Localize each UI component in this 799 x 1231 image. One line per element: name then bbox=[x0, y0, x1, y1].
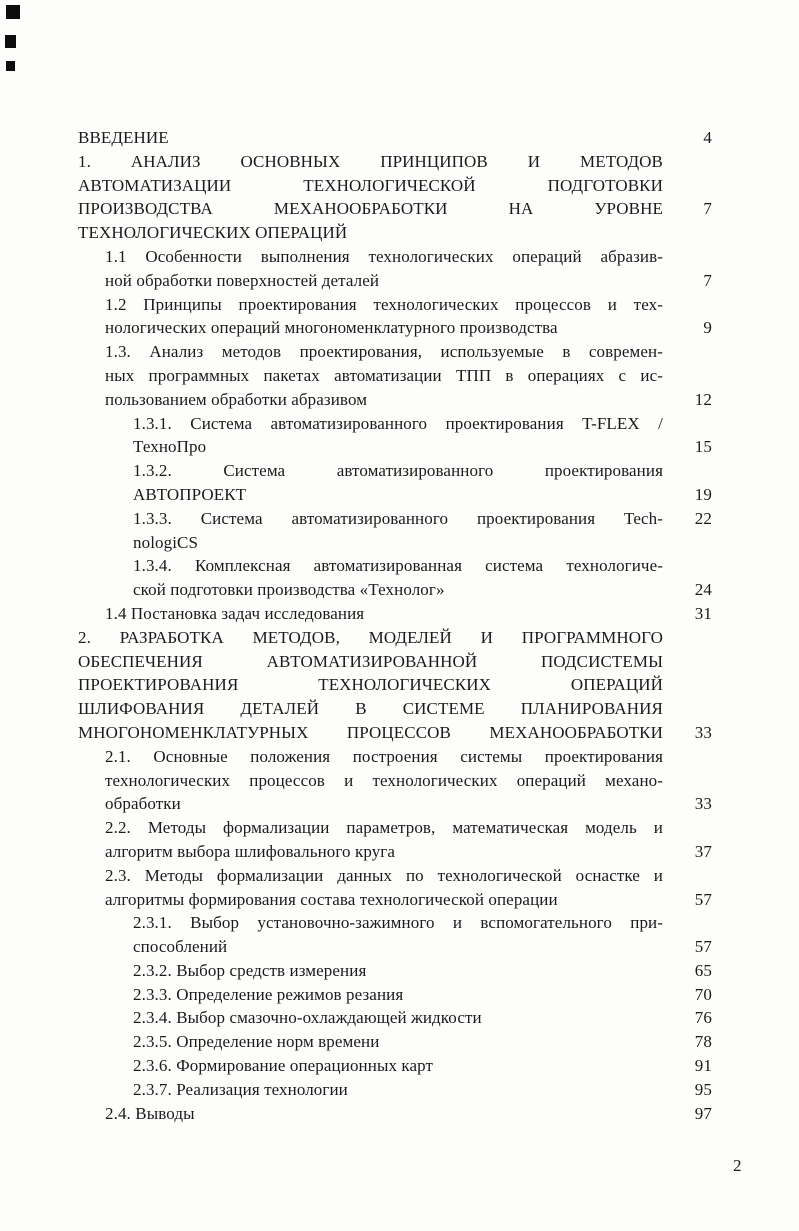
toc-line-text: 1.3.3. Система автоматизированного проектирования Tech- bbox=[133, 508, 663, 528]
scan-artifact-mark bbox=[6, 61, 15, 71]
toc-line-text: 1.3. Анализ методов проектирования, используемые в современ- bbox=[105, 342, 663, 362]
toc-line bbox=[78, 697, 712, 721]
toc-entry-page-number: 57 bbox=[694, 937, 712, 957]
toc-line-text: нологических операций многономенклатурного производства bbox=[105, 318, 558, 338]
toc-entry-page-number: 15 bbox=[694, 437, 712, 457]
page-number: 2 bbox=[733, 1156, 742, 1175]
toc-line-text: ных программных пакетах автоматизации ТПП в операциях с ис- bbox=[105, 365, 663, 385]
toc-line-text: 2.1. Основные положения построения системы проектирования bbox=[105, 746, 663, 766]
toc-line bbox=[78, 531, 712, 555]
toc-line bbox=[78, 221, 712, 245]
scan-artifact-mark bbox=[6, 5, 20, 19]
toc-line-text: АВТОМАТИЗАЦИИ ТЕХНОЛОГИЧЕСКОЙ ПОДГОТОВКИ bbox=[78, 175, 663, 195]
toc-line bbox=[78, 721, 712, 745]
toc-line bbox=[78, 769, 712, 793]
toc-line bbox=[78, 174, 712, 198]
scan-artifact-mark bbox=[5, 35, 16, 48]
toc-line bbox=[78, 1030, 712, 1054]
toc-line bbox=[78, 388, 712, 412]
toc-line-text: 1.1 Особенности выполнения технологических операций абразив- bbox=[105, 246, 663, 266]
toc-line bbox=[78, 816, 712, 840]
toc-line-text: ПРОЕКТИРОВАНИЯ ТЕХНОЛОГИЧЕСКИХ ОПЕРАЦИЙ bbox=[78, 675, 663, 695]
toc-line bbox=[78, 935, 712, 959]
toc-line-text: 2.3.4. Выбор смазочно-охлаждающей жидкости bbox=[133, 1008, 482, 1028]
toc-entry-page-number: 37 bbox=[694, 841, 712, 861]
toc-line-text: 1.4 Постановка задач исследования bbox=[105, 603, 365, 623]
toc-line-text: технологических процессов и технологических операций механо- bbox=[105, 770, 663, 790]
toc-line bbox=[78, 602, 712, 626]
toc-line-text: 2.2. Методы формализации параметров, математическая модель и bbox=[105, 818, 663, 838]
toc-line-text: 2.3.5. Определение норм времени bbox=[133, 1032, 380, 1052]
toc-entry-page-number: 97 bbox=[694, 1103, 712, 1123]
toc-line-text: 1.3.1. Система автоматизированного проектирования T-FLEX / bbox=[133, 413, 663, 433]
toc-line bbox=[78, 459, 712, 483]
toc-line-text: АВТОПРОЕКТ bbox=[133, 484, 247, 504]
toc-line-text: ской подготовки производства «Технолог» bbox=[133, 580, 445, 600]
toc-line bbox=[78, 435, 712, 459]
toc-line-text: ТЕХНОЛОГИЧЕСКИХ ОПЕРАЦИЙ bbox=[78, 223, 348, 243]
toc-line bbox=[78, 959, 712, 983]
toc-line-text: 1.3.4. Комплексная автоматизированная система технологиче- bbox=[133, 556, 663, 576]
toc-line-text: 2.3.6. Формирование операционных карт bbox=[133, 1056, 434, 1076]
toc-line bbox=[78, 293, 712, 317]
toc-line bbox=[78, 1102, 712, 1126]
toc-line bbox=[78, 1078, 712, 1102]
toc-line bbox=[78, 673, 712, 697]
toc-line-text: алгоритмы формирования состава технологической операции bbox=[105, 889, 558, 909]
toc-entry-page-number: 31 bbox=[694, 603, 712, 623]
toc-entry-page-number: 91 bbox=[694, 1056, 712, 1076]
toc-line-text: пользованием обработки абразивом bbox=[105, 389, 368, 409]
toc-entry-page-number: 76 bbox=[694, 1008, 712, 1028]
toc-line bbox=[78, 269, 712, 293]
toc-line bbox=[78, 1054, 712, 1078]
toc-line bbox=[78, 197, 712, 221]
toc-entry-page-number: 9 bbox=[703, 318, 712, 338]
toc-entry-page-number: 24 bbox=[694, 580, 712, 600]
toc-line-text: 2. РАЗРАБОТКА МЕТОДОВ, МОДЕЛЕЙ И ПРОГРАММНОГО bbox=[78, 627, 663, 647]
toc-entry-page-number: 22 bbox=[694, 508, 712, 528]
toc-line-text: ВВЕДЕНИЕ bbox=[78, 128, 169, 147]
toc-line-text: 2.3.3. Определение режимов резания bbox=[133, 984, 404, 1004]
toc-line-text: 1.2 Принципы проектирования технологических процессов и тех- bbox=[105, 294, 663, 314]
toc-line-text: 1.3.2. Система автоматизированного проектирования bbox=[133, 461, 663, 481]
toc-line bbox=[78, 792, 712, 816]
toc-line bbox=[78, 888, 712, 912]
toc-line-text: 2.3. Методы формализации данных по технологической оснастке и bbox=[105, 865, 663, 885]
toc-line-text: ШЛИФОВАНИЯ ДЕТАЛЕЙ В СИСТЕМЕ ПЛАНИРОВАНИЯ bbox=[78, 699, 663, 719]
table-of-contents bbox=[78, 126, 712, 1125]
toc-line-text: 2.3.7. Реализация технологии bbox=[133, 1079, 348, 1099]
toc-line bbox=[78, 412, 712, 436]
toc-line bbox=[78, 864, 712, 888]
toc-line-text: ТехноПро bbox=[133, 437, 207, 457]
toc-line-text: ОБЕСПЕЧЕНИЯ АВТОМАТИЗИРОВАННОЙ ПОДСИСТЕМЫ bbox=[78, 651, 663, 671]
toc-line bbox=[78, 911, 712, 935]
toc-line bbox=[78, 316, 712, 340]
toc-line bbox=[78, 1006, 712, 1030]
toc-line bbox=[78, 340, 712, 364]
toc-line bbox=[78, 483, 712, 507]
toc-line-text: способлений bbox=[133, 937, 228, 957]
toc-line-text: nologiCS bbox=[133, 532, 199, 552]
toc-entry-page-number: 33 bbox=[694, 722, 712, 742]
toc-line bbox=[78, 626, 712, 650]
toc-line-text: 2.4. Выводы bbox=[105, 1103, 195, 1123]
toc-entry-page-number: 7 bbox=[703, 199, 712, 219]
toc-line-text: 2.3.2. Выбор средств измерения bbox=[133, 960, 367, 980]
toc-line bbox=[78, 554, 712, 578]
toc-line bbox=[78, 126, 712, 150]
toc-line bbox=[78, 245, 712, 269]
toc-entry-page-number: 70 bbox=[694, 984, 712, 1004]
toc-line bbox=[78, 983, 712, 1007]
toc-line-text: МНОГОНОМЕНКЛАТУРНЫХ ПРОЦЕССОВ МЕХАНООБРАБОТКИ bbox=[78, 722, 663, 742]
toc-line-text: 2.3.1. Выбор установочно-зажимного и вспомогательного при- bbox=[133, 913, 663, 933]
toc-line-text: ной обработки поверхностей деталей bbox=[105, 270, 380, 290]
toc-entry-page-number: 95 bbox=[694, 1079, 712, 1099]
toc-line-text: алгоритм выбора шлифовального круга bbox=[105, 841, 396, 861]
toc-line-text: 1. АНАЛИЗ ОСНОВНЫХ ПРИНЦИПОВ И МЕТОДОВ bbox=[78, 151, 663, 171]
toc-line bbox=[78, 840, 712, 864]
toc-line bbox=[78, 745, 712, 769]
toc-line bbox=[78, 507, 712, 531]
toc-entry-page-number: 19 bbox=[694, 484, 712, 504]
toc-entry-page-number: 57 bbox=[694, 889, 712, 909]
toc-entry-page-number: 33 bbox=[694, 794, 712, 814]
toc-line bbox=[78, 364, 712, 388]
toc-line bbox=[78, 650, 712, 674]
toc-line-text: обработки bbox=[105, 794, 181, 814]
toc-line-text: ПРОИЗВОДСТВА МЕХАНООБРАБОТКИ НА УРОВНЕ bbox=[78, 199, 663, 219]
toc-entry-page-number: 78 bbox=[694, 1032, 712, 1052]
toc-entry-page-number: 12 bbox=[694, 389, 712, 409]
toc-entry-page-number: 7 bbox=[703, 270, 712, 290]
toc-line bbox=[78, 150, 712, 174]
toc-entry-page-number: 65 bbox=[694, 960, 712, 980]
toc-line bbox=[78, 578, 712, 602]
toc-entry-page-number: 4 bbox=[703, 128, 712, 147]
